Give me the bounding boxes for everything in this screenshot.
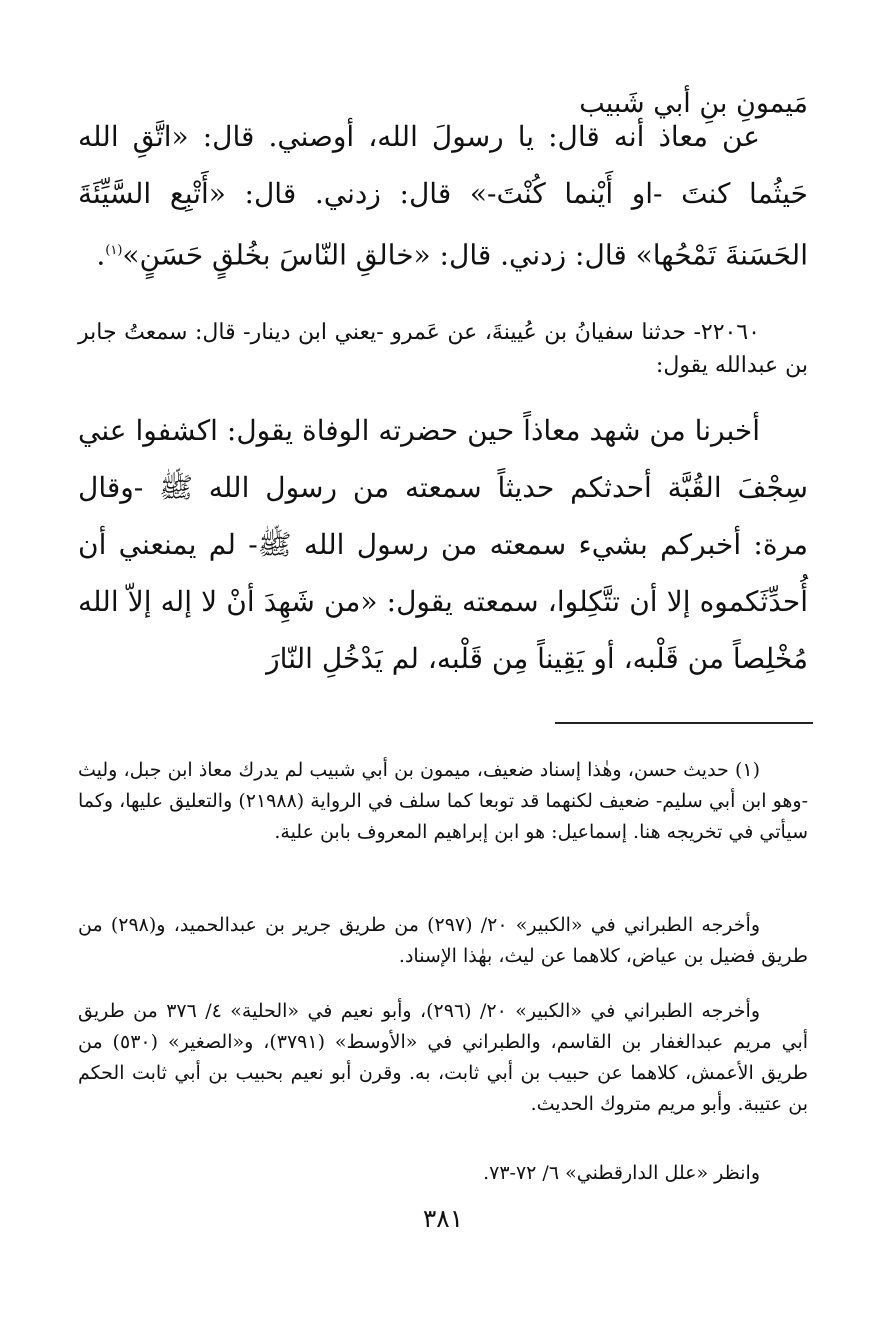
page-number: ٣٨١ [422, 1204, 464, 1233]
footnote-ref-1: (١) [105, 243, 123, 258]
footnote-separator [555, 722, 813, 724]
hadith-22060-isnad: ٢٢٠٦٠- حدثنا سفيانُ بن عُيينةَ، عن عَمرو -يعني ابن دينار- قال: سمعتُ جابر بن عبدالله يقول: [78, 320, 808, 378]
footnote-1-takhrij-1: وأخرجه الطبراني في «الكبير» ٢٠/ (٢٩٧) من طريق جرير بن عبدالحميد، و(٢٩٨) من طريق فضيل بن عياض، كلاهما عن ليث، بهٰذا الإسناد. [78, 914, 808, 967]
hadith-2205-ending: عن معاذ أنه قال: يا رسولَ الله، أوصني. قال: «اتَّقِ الله حَيثُما كنتَ -او أَيْنما كُنْتَ-» قال: زدني. قال: «أَتْبِع السَّيِّئَةَ الحَسَنةَ تَمْحُها» قال: زدني. قال: «خالقِ النّاسَ بخُلقٍ حَسَنٍ»$^{(١)}$. [78, 120, 808, 272]
running-header: مَيمونِ بنِ أبي شَبيب [579, 88, 808, 119]
footnote-1: (١) حديث حسن، وهٰذا إسناد ضعيف، ميمون بن أبي شبيب لم يدرك معاذ ابن جبل، وليث -وهو ابن أبي سليم- ضعيف لكنهما قد توبعا كما سلف في الرواية (٢١٩٨٨) والتعليق عليها، وكما سيأتي في تخريجه هنا. إسماعيل: هو ابن إبراهيم المعروف بابن علية. [78, 759, 809, 843]
hadith-22060-matn: أخبرنا من شهد معاذاً حين حضرته الوفاة يقول: اكشفوا عني سِجْفَ القُبَّة أحدثكم حديثاً سمعته من رسول الله ﷺ -وقال مرة: أخبركم بشيء سمعته من رسول الله ﷺ- لم يمنعني أن أُحدِّثَكموه إلا أن تتَّكِلوا، سمعته يقول: «من شَهِدَ أنْ لا إله إلاّ الله مُخْلِصاً من قَلْبه، أو يَقِيناً مِن قَلْبه، لم يَدْخُلِ النّارَ [78, 414, 808, 675]
hadith-2205-text: عن معاذ أنه قال: يا رسولَ الله، أوصني. قال: «اتَّقِ الله حَيثُما كنتَ -او أَيْنما كُنْتَ-» قال: زدني. قال: «أَتْبِع السَّيِّئَةَ الحَسَنةَ تَمْحُها» قال: زدني. قال: «خالقِ النّاسَ بخُلقٍ حَسَنٍ» [78, 120, 808, 272]
footnote-1-takhrij-2: وأخرجه الطبراني في «الكبير» ٢٠/ (٢٩٦)، وأبو نعيم في «الحلية» ٤/ ٣٧٦ من طريق أبي مريم عبدالغفار بن القاسم، والطبراني في «الأوسط» (٣٧٩١)، و«الصغير» (٥٣٠) من طريق الأعمش، كلاهما عن حبيب بن أبي ثابت، به. وقرن أبو نعيم بحبيب بن أبي ثابت الحكم بن عتيبة. وأبو مريم متروك الحديث. [78, 1000, 809, 1115]
footnote-1-see-also: وانظر «علل الدارقطني» ٦/ ٧٢-٧٣. [483, 1162, 760, 1184]
